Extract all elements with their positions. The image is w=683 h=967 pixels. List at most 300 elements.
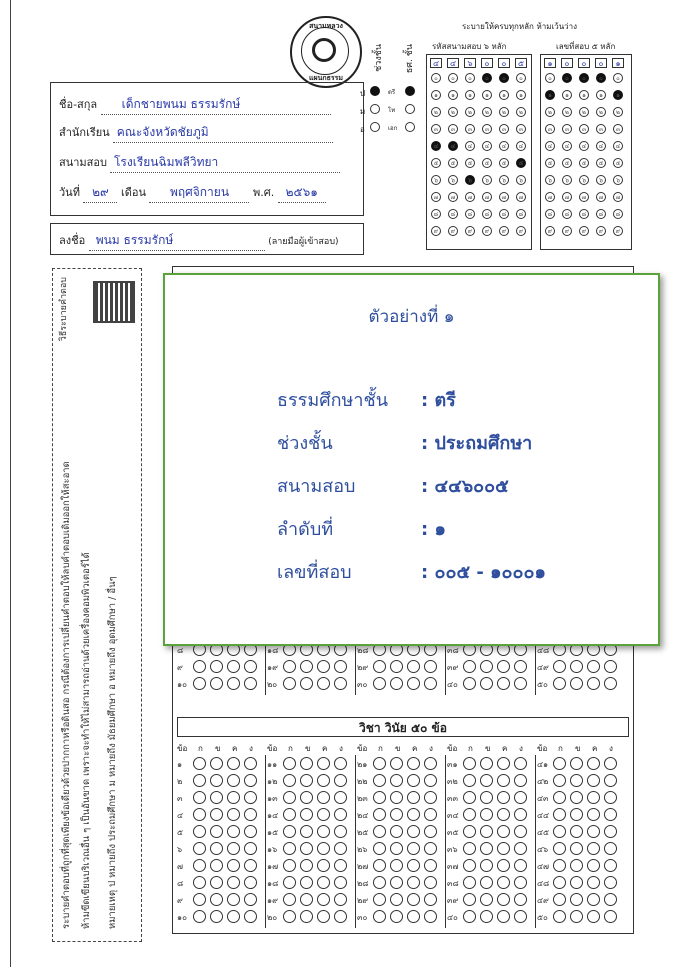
answer-bubble[interactable] xyxy=(210,791,223,804)
site_digits-bubble[interactable]: ๕ xyxy=(448,158,458,168)
seat_digits-bubble[interactable]: ๘ xyxy=(613,209,623,219)
seat_digits-bubble[interactable]: ๒ xyxy=(579,107,589,117)
answer-bubble[interactable] xyxy=(514,660,527,673)
site_digits-bubble[interactable]: ๑ xyxy=(482,90,492,100)
answer-bubble[interactable] xyxy=(283,677,296,690)
answer-bubble[interactable] xyxy=(463,876,476,889)
site_digits-bubble[interactable]: ๘ xyxy=(448,209,458,219)
site_digits-bubble[interactable]: ๑ xyxy=(499,90,509,100)
answer-bubble[interactable] xyxy=(210,842,223,855)
answer-bubble[interactable] xyxy=(514,808,527,821)
seat_digits-bubble[interactable]: ๙ xyxy=(596,226,606,236)
site_digits-bubble[interactable]: ๙ xyxy=(431,226,441,236)
answer-bubble[interactable] xyxy=(244,842,257,855)
answer-bubble[interactable] xyxy=(244,774,257,787)
seat_digits-bubble[interactable]: ๐ xyxy=(596,73,606,83)
answer-bubble[interactable] xyxy=(424,825,437,838)
site_digits-bubble[interactable]: ๕ xyxy=(465,158,475,168)
answer-bubble[interactable] xyxy=(587,876,600,889)
answer-bubble[interactable] xyxy=(497,774,510,787)
answer-bubble[interactable] xyxy=(210,893,223,906)
seat_digits-bubble[interactable]: ๒ xyxy=(562,107,572,117)
answer-bubble[interactable] xyxy=(570,842,583,855)
answer-bubble[interactable] xyxy=(480,910,493,923)
answer-bubble[interactable] xyxy=(334,677,347,690)
answer-bubble[interactable] xyxy=(424,660,437,673)
answer-bubble[interactable] xyxy=(407,791,420,804)
answer-bubble[interactable] xyxy=(570,893,583,906)
answer-bubble[interactable] xyxy=(604,757,617,770)
answer-bubble[interactable] xyxy=(193,893,206,906)
answer-bubble[interactable] xyxy=(334,825,347,838)
answer-bubble[interactable] xyxy=(587,791,600,804)
answer-bubble[interactable] xyxy=(480,893,493,906)
answer-bubble[interactable] xyxy=(244,859,257,872)
answer-bubble[interactable] xyxy=(587,825,600,838)
answer-bubble[interactable] xyxy=(497,757,510,770)
answer-bubble[interactable] xyxy=(227,757,240,770)
answer-bubble[interactable] xyxy=(193,677,206,690)
seat_digits-bubble[interactable]: ๑ xyxy=(562,90,572,100)
answer-bubble[interactable] xyxy=(300,842,313,855)
day-value[interactable]: ๒๙ xyxy=(92,185,109,199)
answer-bubble[interactable] xyxy=(227,677,240,690)
site_digits-bubble[interactable]: ๘ xyxy=(516,209,526,219)
site_digits-bubble[interactable]: ๐ xyxy=(465,73,475,83)
site_digits-bubble[interactable]: ๕ xyxy=(431,158,441,168)
answer-bubble[interactable] xyxy=(210,876,223,889)
answer-bubble[interactable] xyxy=(390,910,403,923)
site_digits-bubble[interactable]: ๒ xyxy=(431,107,441,117)
site_digits-bubble[interactable]: ๐ xyxy=(448,73,458,83)
answer-bubble[interactable] xyxy=(424,910,437,923)
answer-bubble[interactable] xyxy=(227,876,240,889)
answer-bubble[interactable] xyxy=(497,876,510,889)
answer-bubble[interactable] xyxy=(570,677,583,690)
seat_digits-bubble[interactable]: ๗ xyxy=(545,192,555,202)
answer-bubble[interactable] xyxy=(497,910,510,923)
seat_digits-bubble[interactable]: ๘ xyxy=(545,209,555,219)
seat_digits-bubble[interactable]: ๖ xyxy=(596,175,606,185)
answer-bubble[interactable] xyxy=(210,660,223,673)
answer-bubble[interactable] xyxy=(334,791,347,804)
site_digits-bubble[interactable]: ๗ xyxy=(465,192,475,202)
answer-bubble[interactable] xyxy=(514,677,527,690)
answer-bubble[interactable] xyxy=(553,774,566,787)
answer-bubble[interactable] xyxy=(587,660,600,673)
answer-bubble[interactable] xyxy=(300,774,313,787)
answer-bubble[interactable] xyxy=(373,859,386,872)
answer-bubble[interactable] xyxy=(227,825,240,838)
answer-bubble[interactable] xyxy=(373,842,386,855)
site_digits-bubble[interactable]: ๐ xyxy=(482,73,492,83)
answer-bubble[interactable] xyxy=(317,893,330,906)
site_digits-bubble[interactable]: ๖ xyxy=(499,175,509,185)
answer-bubble[interactable] xyxy=(587,808,600,821)
site_digits-bubble[interactable]: ๕ xyxy=(482,158,492,168)
seat_digits-bubble[interactable]: ๘ xyxy=(579,209,589,219)
class-bubble-tri[interactable] xyxy=(405,86,415,96)
answer-bubble[interactable] xyxy=(604,859,617,872)
answer-bubble[interactable] xyxy=(463,842,476,855)
site_digits-bubble[interactable]: ๖ xyxy=(465,175,475,185)
answer-bubble[interactable] xyxy=(244,677,257,690)
seat_digits-bubble[interactable]: ๓ xyxy=(545,124,555,134)
answer-bubble[interactable] xyxy=(334,808,347,821)
answer-bubble[interactable] xyxy=(587,859,600,872)
answer-bubble[interactable] xyxy=(463,677,476,690)
qr-code-icon[interactable] xyxy=(93,281,135,323)
seat_digits-bubble[interactable]: ๕ xyxy=(545,158,555,168)
answer-bubble[interactable] xyxy=(373,774,386,787)
site_digits-bubble[interactable]: ๙ xyxy=(482,226,492,236)
site_digits-bubble[interactable]: ๑ xyxy=(465,90,475,100)
answer-bubble[interactable] xyxy=(193,791,206,804)
answer-bubble[interactable] xyxy=(407,910,420,923)
site_digits-bubble[interactable]: ๔ xyxy=(482,141,492,151)
site_digits-bubble[interactable]: ๗ xyxy=(448,192,458,202)
answer-bubble[interactable] xyxy=(193,859,206,872)
answer-bubble[interactable] xyxy=(244,791,257,804)
answer-bubble[interactable] xyxy=(193,774,206,787)
site_digits-bubble[interactable]: ๖ xyxy=(431,175,441,185)
answer-bubble[interactable] xyxy=(334,859,347,872)
answer-bubble[interactable] xyxy=(317,808,330,821)
answer-bubble[interactable] xyxy=(334,660,347,673)
answer-bubble[interactable] xyxy=(553,876,566,889)
seat_digits-bubble[interactable]: ๖ xyxy=(545,175,555,185)
seat_digits-bubble[interactable]: ๓ xyxy=(596,124,606,134)
answer-bubble[interactable] xyxy=(604,677,617,690)
answer-bubble[interactable] xyxy=(570,757,583,770)
answer-bubble[interactable] xyxy=(244,893,257,906)
answer-bubble[interactable] xyxy=(553,808,566,821)
answer-bubble[interactable] xyxy=(480,876,493,889)
answer-bubble[interactable] xyxy=(604,910,617,923)
answer-bubble[interactable] xyxy=(553,757,566,770)
answer-bubble[interactable] xyxy=(407,757,420,770)
answer-bubble[interactable] xyxy=(390,893,403,906)
site_digits-bubble[interactable]: ๙ xyxy=(516,226,526,236)
seat_digits-bubble[interactable]: ๗ xyxy=(596,192,606,202)
answer-bubble[interactable] xyxy=(283,660,296,673)
answer-bubble[interactable] xyxy=(283,808,296,821)
answer-bubble[interactable] xyxy=(514,893,527,906)
answer-bubble[interactable] xyxy=(373,910,386,923)
answer-bubble[interactable] xyxy=(283,876,296,889)
seat_digits-bubble[interactable]: ๔ xyxy=(613,141,623,151)
answer-bubble[interactable] xyxy=(390,757,403,770)
site_digits-bubble[interactable]: ๓ xyxy=(465,124,475,134)
answer-bubble[interactable] xyxy=(604,876,617,889)
site_digits-bubble[interactable]: ๕ xyxy=(499,158,509,168)
site_digits-bubble[interactable]: ๖ xyxy=(482,175,492,185)
answer-bubble[interactable] xyxy=(210,757,223,770)
answer-bubble[interactable] xyxy=(604,808,617,821)
answer-bubble[interactable] xyxy=(244,757,257,770)
seat_digits-bubble[interactable]: ๑ xyxy=(596,90,606,100)
seat_digits-bubble[interactable]: ๕ xyxy=(613,158,623,168)
answer-bubble[interactable] xyxy=(424,677,437,690)
answer-bubble[interactable] xyxy=(514,774,527,787)
answer-bubble[interactable] xyxy=(587,774,600,787)
site_digits-bubble[interactable]: ๐ xyxy=(516,73,526,83)
answer-bubble[interactable] xyxy=(480,808,493,821)
answer-bubble[interactable] xyxy=(424,808,437,821)
answer-bubble[interactable] xyxy=(497,859,510,872)
answer-bubble[interactable] xyxy=(463,808,476,821)
answer-bubble[interactable] xyxy=(587,893,600,906)
answer-bubble[interactable] xyxy=(227,859,240,872)
answer-bubble[interactable] xyxy=(587,677,600,690)
site_digits-bubble[interactable]: ๖ xyxy=(448,175,458,185)
answer-bubble[interactable] xyxy=(463,893,476,906)
answer-bubble[interactable] xyxy=(424,791,437,804)
seat_digits-bubble[interactable]: ๕ xyxy=(596,158,606,168)
answer-bubble[interactable] xyxy=(497,825,510,838)
answer-bubble[interactable] xyxy=(514,757,527,770)
seat_digits-bubble[interactable]: ๐ xyxy=(613,73,623,83)
answer-bubble[interactable] xyxy=(587,842,600,855)
answer-bubble[interactable] xyxy=(373,808,386,821)
answer-bubble[interactable] xyxy=(210,808,223,821)
site_digits-bubble[interactable]: ๒ xyxy=(516,107,526,117)
site_digits-bubble[interactable]: ๗ xyxy=(516,192,526,202)
answer-bubble[interactable] xyxy=(480,859,493,872)
seat_digits-bubble[interactable]: ๓ xyxy=(562,124,572,134)
site_digits-bubble[interactable]: ๘ xyxy=(465,209,475,219)
answer-bubble[interactable] xyxy=(283,893,296,906)
site_digits-bubble[interactable]: ๗ xyxy=(499,192,509,202)
site_digits-bubble[interactable]: ๒ xyxy=(482,107,492,117)
answer-bubble[interactable] xyxy=(244,876,257,889)
answer-bubble[interactable] xyxy=(407,825,420,838)
seat_digits-bubble[interactable]: ๒ xyxy=(613,107,623,117)
answer-bubble[interactable] xyxy=(514,791,527,804)
answer-bubble[interactable] xyxy=(244,825,257,838)
site_digits-bubble[interactable]: ๐ xyxy=(431,73,441,83)
seat_digits-bubble[interactable]: ๑ xyxy=(613,90,623,100)
site_digits-bubble[interactable]: ๔ xyxy=(516,141,526,151)
answer-bubble[interactable] xyxy=(193,757,206,770)
answer-bubble[interactable] xyxy=(193,808,206,821)
answer-bubble[interactable] xyxy=(480,757,493,770)
site_digits-bubble[interactable]: ๓ xyxy=(499,124,509,134)
answer-bubble[interactable] xyxy=(407,893,420,906)
answer-bubble[interactable] xyxy=(390,876,403,889)
site_digits-bubble[interactable]: ๘ xyxy=(499,209,509,219)
seat_digits-bubble[interactable]: ๘ xyxy=(562,209,572,219)
answer-bubble[interactable] xyxy=(317,774,330,787)
answer-bubble[interactable] xyxy=(514,910,527,923)
answer-bubble[interactable] xyxy=(407,876,420,889)
answer-bubble[interactable] xyxy=(334,876,347,889)
seat_digits-bubble[interactable]: ๖ xyxy=(579,175,589,185)
seat_digits-bubble[interactable]: ๔ xyxy=(545,141,555,151)
site_digits-bubble[interactable]: ๔ xyxy=(431,141,441,151)
month-value[interactable]: พฤศจิกายน xyxy=(169,185,230,199)
answer-bubble[interactable] xyxy=(300,893,313,906)
seat_digits-bubble[interactable]: ๙ xyxy=(562,226,572,236)
seat_digits-bubble[interactable]: ๙ xyxy=(579,226,589,236)
answer-bubble[interactable] xyxy=(210,774,223,787)
answer-bubble[interactable] xyxy=(373,677,386,690)
answer-bubble[interactable] xyxy=(570,859,583,872)
site_digits-bubble[interactable]: ๙ xyxy=(499,226,509,236)
seat_digits-bubble[interactable]: ๔ xyxy=(562,141,572,151)
answer-bubble[interactable] xyxy=(193,825,206,838)
school-value[interactable]: คณะจังหวัดชัยภูมิ xyxy=(116,125,209,139)
answer-bubble[interactable] xyxy=(497,791,510,804)
answer-bubble[interactable] xyxy=(210,825,223,838)
answer-bubble[interactable] xyxy=(407,859,420,872)
site_digits-bubble[interactable]: ๙ xyxy=(448,226,458,236)
level-bubble-o[interactable] xyxy=(370,122,380,132)
answer-bubble[interactable] xyxy=(227,910,240,923)
site_digits-bubble[interactable]: ๓ xyxy=(516,124,526,134)
class-bubble-tho[interactable] xyxy=(405,104,415,114)
answer-bubble[interactable] xyxy=(480,825,493,838)
answer-bubble[interactable] xyxy=(497,660,510,673)
site_digits-bubble[interactable]: ๒ xyxy=(465,107,475,117)
answer-bubble[interactable] xyxy=(407,808,420,821)
answer-bubble[interactable] xyxy=(463,660,476,673)
site_digits-bubble[interactable]: ๔ xyxy=(448,141,458,151)
answer-bubble[interactable] xyxy=(480,660,493,673)
seat_digits-bubble[interactable]: ๓ xyxy=(613,124,623,134)
answer-bubble[interactable] xyxy=(317,660,330,673)
answer-bubble[interactable] xyxy=(373,660,386,673)
answer-bubble[interactable] xyxy=(424,842,437,855)
answer-bubble[interactable] xyxy=(424,876,437,889)
answer-bubble[interactable] xyxy=(604,825,617,838)
answer-bubble[interactable] xyxy=(570,791,583,804)
answer-bubble[interactable] xyxy=(480,677,493,690)
answer-bubble[interactable] xyxy=(317,825,330,838)
answer-bubble[interactable] xyxy=(390,842,403,855)
answer-bubble[interactable] xyxy=(553,791,566,804)
site_digits-bubble[interactable]: ๐ xyxy=(499,73,509,83)
answer-bubble[interactable] xyxy=(604,660,617,673)
answer-bubble[interactable] xyxy=(334,910,347,923)
answer-bubble[interactable] xyxy=(193,842,206,855)
answer-bubble[interactable] xyxy=(193,910,206,923)
answer-bubble[interactable] xyxy=(480,842,493,855)
site_digits-bubble[interactable]: ๓ xyxy=(431,124,441,134)
answer-bubble[interactable] xyxy=(373,893,386,906)
answer-bubble[interactable] xyxy=(390,791,403,804)
answer-bubble[interactable] xyxy=(227,791,240,804)
seat_digits-bubble[interactable]: ๖ xyxy=(613,175,623,185)
answer-bubble[interactable] xyxy=(390,825,403,838)
answer-bubble[interactable] xyxy=(463,825,476,838)
answer-bubble[interactable] xyxy=(553,677,566,690)
answer-bubble[interactable] xyxy=(283,791,296,804)
answer-bubble[interactable] xyxy=(424,774,437,787)
year-value[interactable]: ๒๕๖๑ xyxy=(285,185,318,199)
site_digits-bubble[interactable]: ๔ xyxy=(499,141,509,151)
answer-bubble[interactable] xyxy=(604,791,617,804)
seat_digits-bubble[interactable]: ๕ xyxy=(562,158,572,168)
seat_digits-bubble[interactable]: ๔ xyxy=(579,141,589,151)
seat_digits-bubble[interactable]: ๒ xyxy=(545,107,555,117)
answer-bubble[interactable] xyxy=(300,791,313,804)
answer-bubble[interactable] xyxy=(283,910,296,923)
seat_digits-bubble[interactable]: ๔ xyxy=(596,141,606,151)
answer-bubble[interactable] xyxy=(424,859,437,872)
answer-bubble[interactable] xyxy=(514,825,527,838)
seat_digits-bubble[interactable]: ๐ xyxy=(562,73,572,83)
level-bubble-m[interactable] xyxy=(370,104,380,114)
site_digits-bubble[interactable]: ๒ xyxy=(448,107,458,117)
answer-bubble[interactable] xyxy=(497,677,510,690)
answer-bubble[interactable] xyxy=(480,774,493,787)
seat_digits-bubble[interactable]: ๑ xyxy=(545,90,555,100)
site_digits-bubble[interactable]: ๑ xyxy=(431,90,441,100)
seat_digits-bubble[interactable]: ๑ xyxy=(579,90,589,100)
answer-bubble[interactable] xyxy=(300,859,313,872)
answer-bubble[interactable] xyxy=(317,677,330,690)
site-value[interactable]: โรงเรียนฉิมพลีวิทยา xyxy=(113,155,219,169)
answer-bubble[interactable] xyxy=(283,842,296,855)
answer-bubble[interactable] xyxy=(553,660,566,673)
answer-bubble[interactable] xyxy=(300,660,313,673)
answer-bubble[interactable] xyxy=(244,808,257,821)
site_digits-bubble[interactable]: ๙ xyxy=(465,226,475,236)
answer-bubble[interactable] xyxy=(334,774,347,787)
answer-bubble[interactable] xyxy=(390,859,403,872)
answer-bubble[interactable] xyxy=(300,910,313,923)
answer-bubble[interactable] xyxy=(570,910,583,923)
seat_digits-bubble[interactable]: ๕ xyxy=(579,158,589,168)
answer-bubble[interactable] xyxy=(390,774,403,787)
seat_digits-bubble[interactable]: ๗ xyxy=(562,192,572,202)
answer-bubble[interactable] xyxy=(463,757,476,770)
answer-bubble[interactable] xyxy=(300,757,313,770)
answer-bubble[interactable] xyxy=(334,757,347,770)
answer-bubble[interactable] xyxy=(317,876,330,889)
answer-bubble[interactable] xyxy=(373,757,386,770)
answer-bubble[interactable] xyxy=(407,842,420,855)
site_digits-bubble[interactable]: ๒ xyxy=(499,107,509,117)
answer-bubble[interactable] xyxy=(193,876,206,889)
answer-bubble[interactable] xyxy=(373,791,386,804)
answer-bubble[interactable] xyxy=(317,791,330,804)
answer-bubble[interactable] xyxy=(227,842,240,855)
answer-bubble[interactable] xyxy=(300,825,313,838)
class-bubble-ek[interactable] xyxy=(405,122,415,132)
answer-bubble[interactable] xyxy=(587,757,600,770)
answer-bubble[interactable] xyxy=(514,859,527,872)
answer-bubble[interactable] xyxy=(334,842,347,855)
site_digits-bubble[interactable]: ๔ xyxy=(465,141,475,151)
answer-bubble[interactable] xyxy=(514,876,527,889)
answer-bubble[interactable] xyxy=(283,825,296,838)
answer-bubble[interactable] xyxy=(390,808,403,821)
answer-bubble[interactable] xyxy=(480,791,493,804)
site_digits-bubble[interactable]: ๕ xyxy=(516,158,526,168)
answer-bubble[interactable] xyxy=(227,774,240,787)
seat_digits-bubble[interactable]: ๘ xyxy=(596,209,606,219)
answer-bubble[interactable] xyxy=(463,791,476,804)
site_digits-bubble[interactable]: ๑ xyxy=(448,90,458,100)
answer-bubble[interactable] xyxy=(570,808,583,821)
answer-bubble[interactable] xyxy=(497,808,510,821)
answer-bubble[interactable] xyxy=(193,660,206,673)
answer-bubble[interactable] xyxy=(334,893,347,906)
answer-bubble[interactable] xyxy=(424,893,437,906)
answer-bubble[interactable] xyxy=(553,893,566,906)
